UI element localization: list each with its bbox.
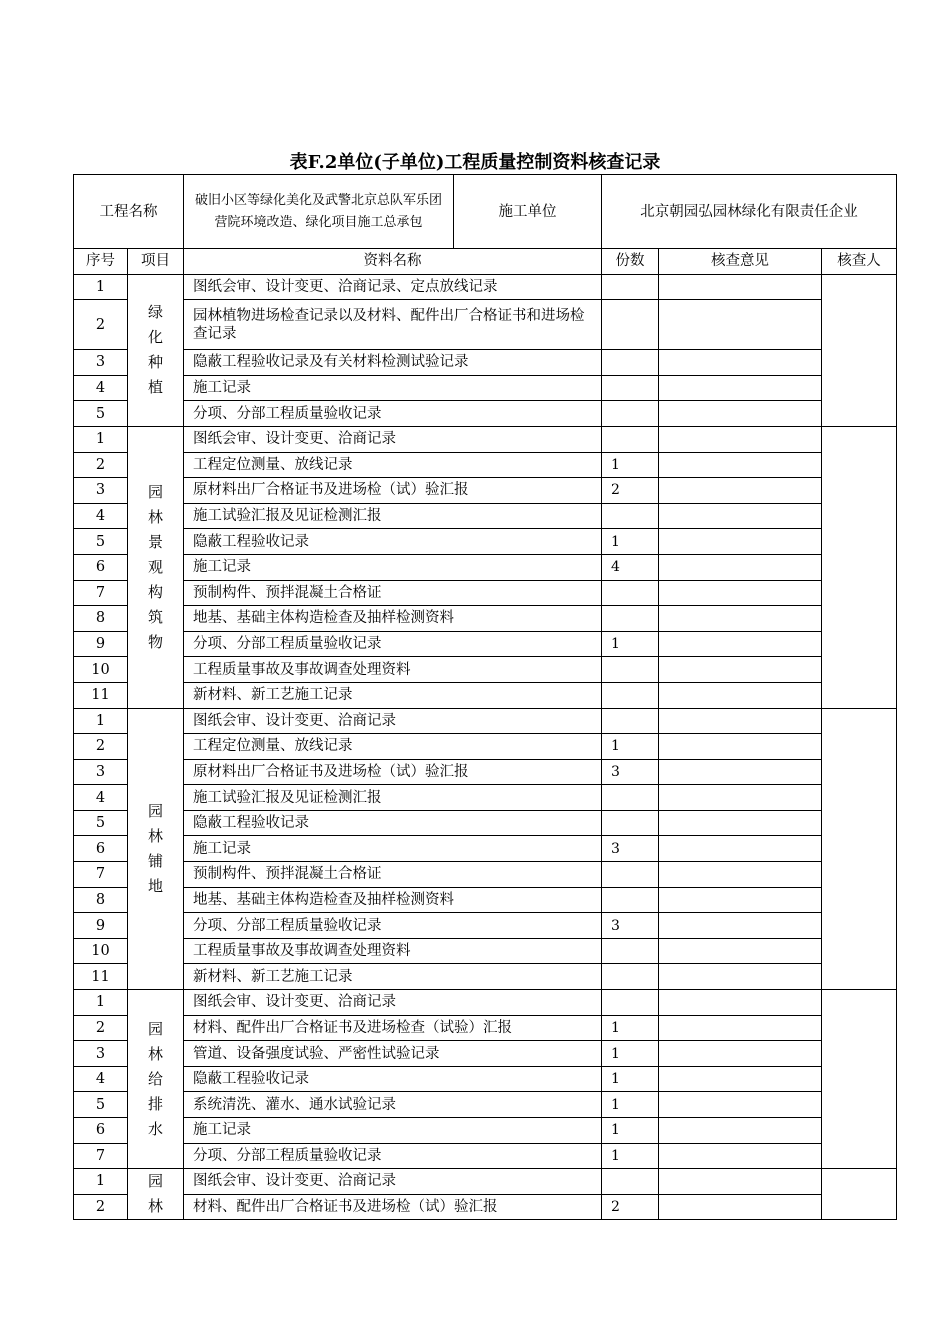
row-opinion <box>659 734 822 760</box>
row-copies <box>602 785 659 811</box>
row-opinion <box>659 1092 822 1118</box>
row-doc-name: 原材料出厂合格证书及进场检（试）验汇报 <box>184 759 602 785</box>
table-row <box>74 554 897 580</box>
table-row <box>74 478 897 504</box>
table-row <box>74 1092 897 1118</box>
row-seq: 6 <box>74 1118 128 1144</box>
table-row <box>74 682 897 708</box>
table-row <box>74 964 897 990</box>
row-doc-name: 施工试验汇报及见证检测汇报 <box>184 503 602 529</box>
row-doc-name: 分项、分部工程质量验收记录 <box>184 913 602 939</box>
header-info-row <box>74 175 897 249</box>
row-copies <box>602 657 659 683</box>
row-opinion <box>659 426 822 452</box>
row-copies <box>602 990 659 1016</box>
row-opinion <box>659 300 822 350</box>
group-name-char: 林 <box>147 826 163 845</box>
group-name-char: 绿 <box>147 303 163 322</box>
row-doc-name: 管道、设备强度试验、严密性试验记录 <box>184 1041 602 1067</box>
row-doc-name: 分项、分部工程质量验收记录 <box>184 1143 602 1169</box>
row-seq: 5 <box>74 810 128 836</box>
table-row <box>74 350 897 376</box>
row-copies: 2 <box>602 1194 659 1220</box>
row-doc-name: 工程定位测量、放线记录 <box>184 734 602 760</box>
row-copies: 1 <box>602 631 659 657</box>
group-name-char: 化 <box>147 328 163 347</box>
row-copies: 1 <box>602 734 659 760</box>
group-checker <box>822 708 897 990</box>
table-row <box>74 887 897 913</box>
row-seq: 3 <box>74 478 128 504</box>
row-seq: 4 <box>74 375 128 401</box>
row-opinion <box>659 1169 822 1195</box>
group-name-char: 铺 <box>147 851 163 870</box>
row-copies <box>602 887 659 913</box>
row-seq: 2 <box>74 452 128 478</box>
table-row <box>74 426 897 452</box>
quality-control-table <box>73 174 897 1220</box>
row-opinion <box>659 401 822 427</box>
table-row <box>74 1143 897 1169</box>
table-row <box>74 1118 897 1144</box>
row-opinion <box>659 964 822 990</box>
row-seq: 9 <box>74 913 128 939</box>
col-copies: 份数 <box>602 249 659 275</box>
row-seq: 6 <box>74 836 128 862</box>
row-seq: 3 <box>74 350 128 376</box>
row-copies: 3 <box>602 759 659 785</box>
row-seq: 1 <box>74 274 128 300</box>
row-copies: 4 <box>602 554 659 580</box>
table-row <box>74 300 897 350</box>
table-row <box>74 401 897 427</box>
row-opinion <box>659 990 822 1016</box>
row-copies: 2 <box>602 478 659 504</box>
row-opinion <box>659 810 822 836</box>
table-row <box>74 836 897 862</box>
row-doc-name: 图纸会审、设计变更、洽商记录 <box>184 990 602 1016</box>
group-checker <box>822 274 897 426</box>
row-seq: 10 <box>74 657 128 683</box>
row-opinion <box>659 682 822 708</box>
row-opinion <box>659 478 822 504</box>
row-opinion <box>659 759 822 785</box>
group-name-char: 景 <box>147 532 163 551</box>
row-doc-name: 原材料出厂合格证书及进场检（试）验汇报 <box>184 478 602 504</box>
group-name-char: 排 <box>147 1094 163 1113</box>
col-opinion: 核查意见 <box>659 249 822 275</box>
table-row <box>74 606 897 632</box>
table-row <box>74 529 897 555</box>
row-copies <box>602 964 659 990</box>
row-opinion <box>659 785 822 811</box>
row-copies: 1 <box>602 1015 659 1041</box>
table-row <box>74 759 897 785</box>
row-seq: 5 <box>74 1092 128 1118</box>
row-copies <box>602 401 659 427</box>
row-copies <box>602 503 659 529</box>
row-seq: 1 <box>74 708 128 734</box>
project-name: 破旧小区等绿化美化及武警北京总队军乐团营院环境改造、绿化项目施工总承包 <box>184 175 454 249</box>
table-row <box>74 452 897 478</box>
row-opinion <box>659 350 822 376</box>
row-doc-name: 隐蔽工程验收记录 <box>184 1066 602 1092</box>
row-copies: 1 <box>602 1143 659 1169</box>
row-seq: 2 <box>74 1194 128 1220</box>
row-copies <box>602 300 659 350</box>
table-row <box>74 734 897 760</box>
row-copies <box>602 1169 659 1195</box>
group-name <box>128 1169 184 1220</box>
row-copies <box>602 426 659 452</box>
group-name-char: 园 <box>147 1019 163 1038</box>
row-opinion <box>659 580 822 606</box>
row-seq: 1 <box>74 1169 128 1195</box>
row-doc-name: 图纸会审、设计变更、洽商记录、定点放线记录 <box>184 274 602 300</box>
group-name-char: 观 <box>147 557 163 576</box>
column-header-row <box>74 249 897 275</box>
row-opinion <box>659 1066 822 1092</box>
row-doc-name: 图纸会审、设计变更、洽商记录 <box>184 1169 602 1195</box>
row-copies: 1 <box>602 1092 659 1118</box>
group-name-char: 园 <box>147 801 163 820</box>
row-doc-name: 预制构件、预拌混凝土合格证 <box>184 862 602 888</box>
row-copies <box>602 938 659 964</box>
row-copies: 1 <box>602 529 659 555</box>
row-doc-name: 分项、分部工程质量验收记录 <box>184 401 602 427</box>
row-doc-name: 隐蔽工程验收记录 <box>184 529 602 555</box>
group-name <box>128 708 184 990</box>
row-doc-name: 地基、基础主体构造检查及抽样检测资料 <box>184 887 602 913</box>
row-seq: 11 <box>74 964 128 990</box>
row-seq: 10 <box>74 938 128 964</box>
row-copies <box>602 274 659 300</box>
row-doc-name: 预制构件、预拌混凝土合格证 <box>184 580 602 606</box>
row-doc-name: 新材料、新工艺施工记录 <box>184 964 602 990</box>
group-name-char: 林 <box>147 1044 163 1063</box>
table-row <box>74 785 897 811</box>
row-copies <box>602 606 659 632</box>
group-name-char: 水 <box>147 1119 163 1138</box>
row-doc-name: 材料、配件出厂合格证书及进场检查（试验）汇报 <box>184 1015 602 1041</box>
row-opinion <box>659 913 822 939</box>
group-name-char: 筑 <box>147 607 163 626</box>
group-name-char: 给 <box>147 1069 163 1088</box>
row-seq: 4 <box>74 503 128 529</box>
row-copies: 1 <box>602 1066 659 1092</box>
row-opinion <box>659 1041 822 1067</box>
row-opinion <box>659 657 822 683</box>
row-opinion <box>659 554 822 580</box>
row-seq: 5 <box>74 401 128 427</box>
row-seq: 1 <box>74 990 128 1016</box>
row-copies <box>602 375 659 401</box>
table-row <box>74 938 897 964</box>
row-doc-name: 施工记录 <box>184 1118 602 1144</box>
table-row <box>74 375 897 401</box>
row-copies <box>602 580 659 606</box>
row-copies: 1 <box>602 1041 659 1067</box>
row-doc-name: 工程质量事故及事故调查处理资料 <box>184 657 602 683</box>
group-name-char: 地 <box>147 876 163 895</box>
col-item: 项目 <box>128 249 184 275</box>
row-opinion <box>659 1118 822 1144</box>
row-doc-name: 地基、基础主体构造检查及抽样检测资料 <box>184 606 602 632</box>
row-doc-name: 工程质量事故及事故调查处理资料 <box>184 938 602 964</box>
row-opinion <box>659 938 822 964</box>
row-seq: 8 <box>74 887 128 913</box>
row-doc-name: 材料、配件出厂合格证书及进场检（试）验汇报 <box>184 1194 602 1220</box>
row-copies <box>602 682 659 708</box>
row-seq: 2 <box>74 300 128 350</box>
row-doc-name: 分项、分部工程质量验收记录 <box>184 631 602 657</box>
row-doc-name: 园林植物进场检查记录以及材料、配件出厂合格证书和进场检查记录 <box>184 300 602 350</box>
group-name-char: 园 <box>147 482 163 501</box>
row-doc-name: 施工记录 <box>184 554 602 580</box>
row-copies: 1 <box>602 1118 659 1144</box>
row-seq: 4 <box>74 785 128 811</box>
group-checker <box>822 990 897 1169</box>
row-doc-name: 施工试验汇报及见证检测汇报 <box>184 785 602 811</box>
row-opinion <box>659 1143 822 1169</box>
group-name-char: 物 <box>147 632 163 651</box>
table-row <box>74 580 897 606</box>
group-name-char: 构 <box>147 582 163 601</box>
group-name-char: 园 <box>147 1172 163 1191</box>
table-row <box>74 503 897 529</box>
group-checker <box>822 426 897 708</box>
row-seq: 7 <box>74 862 128 888</box>
page-title: 表F.2单位(子单位)工程质量控制资料核查记录 <box>289 152 661 173</box>
table-row <box>74 1066 897 1092</box>
row-seq: 4 <box>74 1066 128 1092</box>
group-name <box>128 990 184 1169</box>
table-row <box>74 913 897 939</box>
row-opinion <box>659 1015 822 1041</box>
row-opinion <box>659 862 822 888</box>
table-row <box>74 274 897 300</box>
row-copies <box>602 350 659 376</box>
row-copies: 3 <box>602 913 659 939</box>
row-copies <box>602 810 659 836</box>
row-seq: 6 <box>74 554 128 580</box>
group-name-char: 林 <box>147 1197 163 1216</box>
row-opinion <box>659 836 822 862</box>
table-row <box>74 631 897 657</box>
row-opinion <box>659 503 822 529</box>
row-doc-name: 隐蔽工程验收记录及有关材料检测试验记录 <box>184 350 602 376</box>
row-seq: 7 <box>74 1143 128 1169</box>
row-opinion <box>659 1194 822 1220</box>
row-doc-name: 图纸会审、设计变更、洽商记录 <box>184 708 602 734</box>
row-copies: 3 <box>602 836 659 862</box>
group-name-char: 林 <box>147 507 163 526</box>
table-row <box>74 1194 897 1220</box>
row-copies <box>602 708 659 734</box>
row-seq: 9 <box>74 631 128 657</box>
table-row <box>74 1015 897 1041</box>
row-doc-name: 图纸会审、设计变更、洽商记录 <box>184 426 602 452</box>
table-row <box>74 810 897 836</box>
row-seq: 3 <box>74 759 128 785</box>
table-row <box>74 1169 897 1195</box>
row-doc-name: 施工记录 <box>184 375 602 401</box>
group-checker <box>822 1169 897 1220</box>
row-opinion <box>659 375 822 401</box>
row-doc-name: 施工记录 <box>184 836 602 862</box>
col-seq: 序号 <box>74 249 128 275</box>
row-opinion <box>659 274 822 300</box>
row-seq: 3 <box>74 1041 128 1067</box>
table-row <box>74 657 897 683</box>
table-row <box>74 1041 897 1067</box>
row-opinion <box>659 529 822 555</box>
row-seq: 7 <box>74 580 128 606</box>
project-label: 工程名称 <box>74 175 184 249</box>
group-name <box>128 274 184 426</box>
group-name-char: 种 <box>147 353 163 372</box>
row-doc-name: 新材料、新工艺施工记录 <box>184 682 602 708</box>
row-opinion <box>659 606 822 632</box>
row-opinion <box>659 708 822 734</box>
row-seq: 1 <box>74 426 128 452</box>
row-opinion <box>659 631 822 657</box>
col-checker: 核查人 <box>822 249 897 275</box>
row-doc-name: 工程定位测量、放线记录 <box>184 452 602 478</box>
row-opinion <box>659 452 822 478</box>
row-copies: 1 <box>602 452 659 478</box>
contractor-label: 施工单位 <box>454 175 602 249</box>
row-seq: 11 <box>74 682 128 708</box>
row-doc-name: 系统清洗、灌水、通水试验记录 <box>184 1092 602 1118</box>
table-row <box>74 990 897 1016</box>
row-seq: 8 <box>74 606 128 632</box>
row-seq: 2 <box>74 734 128 760</box>
table-row <box>74 862 897 888</box>
contractor-name: 北京朝园弘园林绿化有限责任企业 <box>602 175 897 249</box>
row-opinion <box>659 887 822 913</box>
row-seq: 5 <box>74 529 128 555</box>
row-seq: 2 <box>74 1015 128 1041</box>
group-name <box>128 426 184 708</box>
group-name-char: 植 <box>147 378 163 397</box>
row-copies <box>602 862 659 888</box>
col-doc: 资料名称 <box>184 249 602 275</box>
table-row <box>74 708 897 734</box>
row-doc-name: 隐蔽工程验收记录 <box>184 810 602 836</box>
